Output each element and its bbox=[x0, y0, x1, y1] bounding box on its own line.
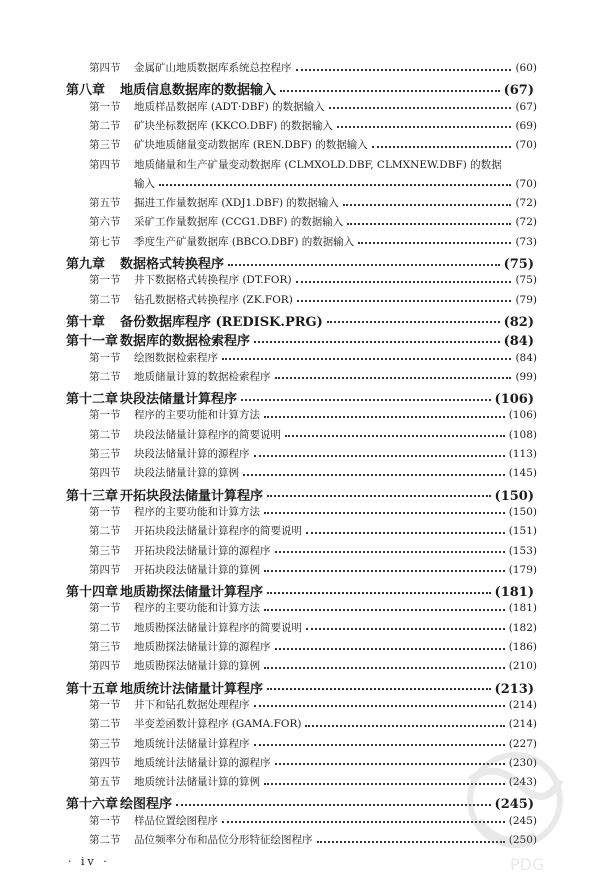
toc-dot-leader bbox=[297, 300, 512, 302]
toc-page-number: (210) bbox=[508, 660, 537, 673]
toc-entry-title: 开拓块段法储量计算的算例 bbox=[134, 563, 260, 576]
toc-entry-number: 第十章 bbox=[66, 314, 106, 330]
toc-page-number: (181) bbox=[494, 585, 534, 601]
toc-section-entry bbox=[0, 99, 607, 114]
toc-section-entry bbox=[0, 697, 607, 712]
toc-section-entry bbox=[0, 407, 607, 422]
toc-section-entry bbox=[0, 272, 607, 287]
toc-dot-leader bbox=[267, 592, 491, 594]
toc-dot-leader bbox=[358, 242, 511, 244]
toc-entry-number: 第二节 bbox=[89, 428, 121, 441]
toc-entry-title: 块段法储量计算程序的简要说明 bbox=[134, 428, 281, 441]
toc-section-entry bbox=[0, 234, 607, 249]
toc-entry-number: 第四节 bbox=[89, 62, 121, 74]
toc-dot-leader bbox=[306, 628, 505, 630]
toc-section-entry bbox=[0, 504, 607, 519]
toc-page-number: (72) bbox=[515, 216, 537, 229]
toc-page-number: (60) bbox=[515, 62, 537, 74]
toc-entry-number: 第二节 bbox=[89, 718, 121, 731]
toc-section-entry bbox=[0, 195, 607, 210]
toc-entry-number: 第一节 bbox=[89, 505, 121, 518]
toc-dot-leader bbox=[254, 341, 500, 343]
toc-section-entry bbox=[0, 639, 607, 654]
toc-section-entry bbox=[0, 543, 607, 558]
toc-dot-leader bbox=[280, 90, 500, 92]
toc-chapter-entry bbox=[0, 79, 607, 98]
toc-entry-title: 程序的主要功能和计算方法 bbox=[134, 409, 260, 422]
toc-entry-number: 第五节 bbox=[89, 197, 121, 210]
toc-chapter-entry bbox=[0, 485, 607, 504]
toc-page-number: (150) bbox=[508, 505, 537, 518]
toc-dot-leader bbox=[296, 281, 512, 283]
toc-page-number: (243) bbox=[508, 776, 537, 789]
toc-page-number: (245) bbox=[494, 797, 534, 813]
toc-entry-title: 开拓块段法储量计算程序 bbox=[120, 488, 264, 504]
toc-entry-title: 金属矿山地质数据库系统总控程序 bbox=[134, 62, 292, 74]
toc-page-number: (245) bbox=[508, 814, 537, 827]
toc-entry-title: 程序的主要功能和计算方法 bbox=[134, 602, 260, 615]
toc-entry-title: 输入 bbox=[134, 177, 155, 190]
toc-entry-title: 样品位置绘图程序 bbox=[134, 814, 218, 827]
toc-dot-leader bbox=[267, 495, 491, 497]
toc-entry-title: 地质统计法储量计算程序 bbox=[120, 681, 264, 697]
toc-page-number: (75) bbox=[515, 274, 537, 287]
toc-entry-number: 第二节 bbox=[89, 621, 121, 634]
toc-dot-leader bbox=[222, 358, 511, 360]
toc-entry-title: 钻孔数据格式转换程序 (ZK.FOR) bbox=[134, 293, 293, 306]
toc-dot-leader bbox=[285, 435, 505, 437]
toc-dot-leader bbox=[254, 455, 505, 457]
toc-entry-title: 半变差函数计算程序 (GAMA.FOR) bbox=[134, 718, 302, 731]
toc-dot-leader bbox=[228, 264, 500, 266]
toc-entry-title: 备份数据库程序 (REDISK.PRG) bbox=[120, 314, 323, 330]
toc-section-entry bbox=[0, 292, 607, 307]
toc-section-entry bbox=[0, 427, 607, 442]
toc-page-number: (145) bbox=[508, 467, 537, 480]
toc-entry-title: 块段法储量计算的源程序 bbox=[134, 448, 250, 460]
toc-entry-number: 第二节 bbox=[89, 293, 121, 306]
toc-entry-number: 第七节 bbox=[89, 235, 121, 248]
toc-dot-leader bbox=[275, 648, 505, 650]
toc-entry-title: 地质勘探法储量计算程序的简要说明 bbox=[134, 621, 302, 634]
toc-entry-number: 第四节 bbox=[89, 158, 121, 171]
toc-entry-title: 开拓块段法储量计算程序的简要说明 bbox=[134, 525, 302, 538]
toc-page-number: (181) bbox=[508, 602, 537, 615]
toc-page-number: (108) bbox=[508, 428, 537, 441]
toc-chapter-entry bbox=[0, 330, 607, 349]
toc-dot-leader bbox=[264, 609, 505, 611]
toc-dot-leader bbox=[347, 223, 511, 225]
toc-page-number: (186) bbox=[508, 641, 537, 653]
toc-entry-title: 井下数据格式转换程序 (DT.FOR) bbox=[134, 274, 292, 287]
toc-section-entry bbox=[0, 137, 607, 152]
toc-dot-leader bbox=[159, 184, 511, 186]
toc-entry-title: 地质样品数据库 (ADT·DBF) 的数据输入 bbox=[134, 100, 325, 113]
toc-section-entry bbox=[0, 620, 607, 635]
toc-entry-title: 掘进工作量数据库 (XDJ1.DBF) 的数据输入 bbox=[134, 197, 339, 210]
toc-dot-leader bbox=[264, 667, 505, 669]
toc-entry-number: 第十三章 bbox=[66, 488, 119, 504]
toc-page-number: (227) bbox=[508, 737, 537, 750]
toc-entry-title: 矿块坐标数据库 (KKCO.DBF) 的数据输入 bbox=[134, 119, 334, 132]
toc-page-number: (151) bbox=[508, 525, 537, 538]
toc-entry-number: 第八章 bbox=[66, 83, 106, 99]
toc-page-number: (250) bbox=[508, 834, 537, 846]
toc-entry-number: 第二节 bbox=[89, 834, 121, 846]
toc-page-number: (214) bbox=[508, 718, 537, 731]
toc-entry-title: 品位频率分布和品位分形特征绘图程序 bbox=[134, 834, 313, 846]
toc-entry-number: 第三节 bbox=[89, 544, 121, 557]
toc-page-number: (153) bbox=[508, 544, 537, 557]
library-stamp-watermark bbox=[440, 737, 580, 880]
toc-entry-title: 采矿工作量数据库 (CCG1.DBF) 的数据输入 bbox=[134, 216, 344, 229]
toc-dot-leader bbox=[264, 416, 505, 418]
toc-entry-number: 第四节 bbox=[89, 660, 121, 673]
toc-entry-number: 第一节 bbox=[89, 814, 121, 827]
toc-entry-number: 第三节 bbox=[89, 139, 121, 152]
toc-dot-leader bbox=[267, 688, 491, 690]
toc-page-number: (106) bbox=[508, 409, 537, 422]
toc-dot-leader bbox=[275, 551, 505, 553]
toc-entry-number: 第二节 bbox=[89, 119, 121, 132]
toc-entry-title: 块段法储量计算程序 bbox=[120, 392, 238, 408]
toc-entry-title: 数据库的数据检索程序 bbox=[120, 334, 251, 350]
toc-page-number: (84) bbox=[503, 334, 534, 350]
toc-entry-number: 第十五章 bbox=[66, 681, 119, 697]
toc-chapter-entry bbox=[0, 388, 607, 407]
toc-dot-leader bbox=[372, 146, 512, 148]
toc-page-number: (79) bbox=[515, 293, 537, 306]
toc-section-entry bbox=[0, 716, 607, 731]
toc-entry-number: 第十一章 bbox=[66, 334, 119, 350]
toc-chapter-entry bbox=[0, 311, 607, 330]
toc-dot-leader bbox=[264, 512, 505, 514]
toc-entry-number: 第十二章 bbox=[66, 392, 119, 408]
toc-entry-title: 地质统计法储量计算的源程序 bbox=[134, 756, 271, 769]
toc-entry-title: 块段法储量计算的算例 bbox=[134, 467, 239, 480]
toc-page-number: (150) bbox=[494, 488, 534, 504]
toc-section-entry bbox=[0, 157, 607, 172]
toc-entry-title: 井下和钻孔数据处理程序 bbox=[134, 698, 250, 711]
toc-page-number: (213) bbox=[494, 681, 534, 697]
toc-section-entry bbox=[0, 523, 607, 538]
toc-entry-title: 地质统计法储量计算的算例 bbox=[134, 776, 260, 789]
toc-page-number: (230) bbox=[508, 756, 537, 769]
toc-section-entry bbox=[0, 600, 607, 615]
toc-page-number: (106) bbox=[494, 392, 534, 408]
toc-section-entry bbox=[0, 562, 607, 577]
toc-page-number: (75) bbox=[503, 257, 534, 272]
toc-entry-title: 季度生产矿量数据库 (BBCO.DBF) 的数据输入 bbox=[134, 235, 355, 248]
toc-entry-title: 地质储量和生产矿量变动数据库 (CLMXOLD.DBF, CLMXNEW.DBF) 的数据 bbox=[134, 158, 502, 171]
toc-page-number: (179) bbox=[508, 563, 537, 576]
page-folio: · iv · bbox=[68, 855, 110, 868]
watermark-text: PDG bbox=[510, 855, 545, 874]
toc-entry-title: 开拓块段法储量计算的源程序 bbox=[134, 544, 271, 557]
toc-entry-number: 第三节 bbox=[89, 641, 121, 653]
toc-section-entry bbox=[0, 176, 607, 191]
toc-dot-leader bbox=[243, 474, 505, 476]
toc-dot-leader bbox=[337, 126, 511, 128]
toc-page-number: (113) bbox=[508, 448, 537, 460]
toc-page-number: (69) bbox=[515, 119, 537, 132]
toc-entry-number: 第十六章 bbox=[66, 797, 119, 813]
toc-entry-number: 第四节 bbox=[89, 563, 121, 576]
toc-entry-number: 第四节 bbox=[89, 467, 121, 480]
toc-entry-title: 矿块地质储量变动数据库 (REN.DBF) 的数据输入 bbox=[134, 139, 368, 152]
toc-section-entry bbox=[0, 60, 607, 75]
toc-page-number: (70) bbox=[515, 177, 537, 190]
toc-entry-number: 第一节 bbox=[89, 409, 121, 422]
toc-entry-number: 第二节 bbox=[89, 525, 121, 538]
toc-page-number: (182) bbox=[508, 621, 537, 634]
toc-dot-leader bbox=[264, 570, 505, 572]
toc-entry-title: 地质勘探法储量计算的算例 bbox=[134, 660, 260, 673]
toc-page-number: (84) bbox=[515, 351, 537, 364]
toc-page-number: (99) bbox=[515, 370, 537, 383]
toc-entry-title: 绘图程序 bbox=[120, 797, 173, 813]
toc-entry-number: 第二节 bbox=[89, 370, 121, 383]
toc-entry-title: 绘图数据检索程序 bbox=[134, 351, 218, 364]
toc-entry-number: 第六节 bbox=[89, 216, 121, 229]
toc-entry-number: 第五节 bbox=[89, 776, 121, 789]
toc-entry-number: 第一节 bbox=[89, 698, 121, 711]
toc-entry-number: 第一节 bbox=[89, 602, 121, 615]
toc-section-entry bbox=[0, 465, 607, 480]
toc-dot-leader bbox=[305, 725, 504, 727]
toc-dot-leader bbox=[254, 705, 505, 707]
toc-dot-leader bbox=[296, 69, 512, 71]
toc-dot-leader bbox=[329, 107, 512, 109]
toc-section-entry bbox=[0, 446, 607, 461]
toc-dot-leader bbox=[327, 321, 500, 323]
toc-dot-leader bbox=[275, 377, 512, 379]
toc-chapter-entry bbox=[0, 581, 607, 600]
toc-section-entry bbox=[0, 369, 607, 384]
toc-entry-number: 第十四章 bbox=[66, 585, 119, 601]
toc-entry-number: 第四节 bbox=[89, 756, 121, 769]
toc-entry-number: 第一节 bbox=[89, 351, 121, 364]
toc-dot-leader bbox=[241, 399, 491, 401]
toc-page-number: (214) bbox=[508, 698, 537, 711]
toc-entry-title: 数据格式转换程序 bbox=[120, 257, 225, 272]
toc-page-number: (72) bbox=[515, 197, 537, 210]
toc-entry-title: 程序的主要功能和计算方法 bbox=[134, 505, 260, 518]
toc-entry-number: 第三节 bbox=[89, 448, 121, 460]
toc-entry-title: 地质信息数据库的数据输入 bbox=[120, 83, 277, 99]
toc-page-number: (67) bbox=[503, 83, 534, 99]
toc-entry-number: 第一节 bbox=[89, 274, 121, 287]
toc-entry-title: 地质储量计算的数据检索程序 bbox=[134, 370, 271, 383]
toc-chapter-entry bbox=[0, 678, 607, 697]
toc-section-entry bbox=[0, 350, 607, 365]
toc-page-number: (73) bbox=[515, 235, 537, 248]
toc-section-entry bbox=[0, 214, 607, 229]
toc-entry-title: 地质勘探法储量计算程序 bbox=[120, 585, 264, 601]
toc-section-entry bbox=[0, 658, 607, 673]
toc-entry-title: 地质统计法储量计算程序 bbox=[134, 737, 250, 750]
toc-entry-number: 第三节 bbox=[89, 737, 121, 750]
toc-entry-number: 第一节 bbox=[89, 100, 121, 113]
toc-dot-leader bbox=[306, 532, 505, 534]
toc-entry-number: 第九章 bbox=[66, 257, 106, 272]
toc-page-number: (67) bbox=[515, 100, 537, 113]
toc-page-number: (70) bbox=[515, 139, 537, 152]
toc-page-number: (82) bbox=[503, 314, 534, 330]
toc-section-entry bbox=[0, 118, 607, 133]
toc-chapter-entry bbox=[0, 253, 607, 272]
toc-dot-leader bbox=[343, 204, 512, 206]
toc-entry-title: 地质勘探法储量计算的源程序 bbox=[134, 641, 271, 653]
